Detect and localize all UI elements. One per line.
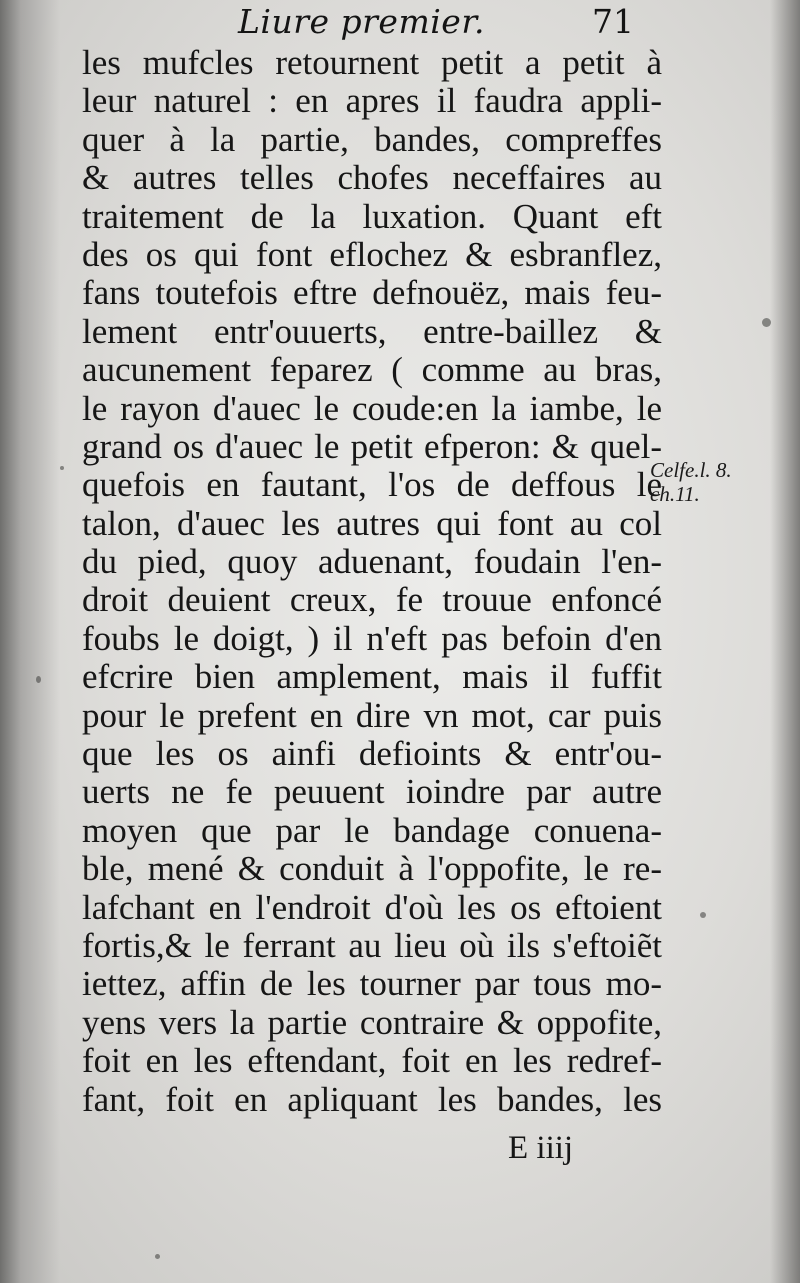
running-head	[230, 0, 650, 44]
text-line: quefois en fautant, l'os de deffous le	[82, 466, 662, 505]
text-line: iettez, affin de les tourner par tous mo-	[82, 965, 662, 1004]
margin-note-line: Celfe.l. 8.	[650, 458, 732, 482]
text-line: moyen que par le bandage conuena-	[82, 811, 662, 850]
text-line: les mufcles retournent petit a petit à	[82, 44, 662, 82]
signature-mark: E iiij	[508, 1130, 574, 1166]
paper-speck	[762, 318, 771, 327]
text-line: leur naturel : en apres il faudra appli-	[82, 82, 662, 121]
text-line: grand os d'auec le petit efperon: & quel-	[82, 427, 662, 466]
paper-speck	[60, 466, 64, 470]
text-line: foubs le doigt, ) il n'eft pas befoin d'en	[82, 619, 662, 658]
text-line: fans toutefois eftre defnouëz, mais feu-	[82, 274, 662, 313]
text-line: des os qui font eflochez & esbranflez,	[82, 235, 662, 274]
text-line: fortis,& le ferrant au lieu où ils s'eftoiẽt	[82, 926, 662, 965]
text-line: du pied, quoy aduenant, foudain l'en-	[82, 543, 662, 582]
text-line: pour le prefent en dire vn mot, car puis	[82, 696, 662, 735]
text-line: aucunement feparez ( comme au bras,	[82, 351, 662, 390]
paper-speck	[700, 912, 706, 918]
text-line: efcrire bien amplement, mais il fuffit	[82, 658, 662, 697]
text-line: traitement de la luxation. Quant eft	[82, 197, 662, 236]
page-number: 71	[592, 2, 634, 41]
text-line: yens vers la partie contraire & oppofite,	[82, 1003, 662, 1042]
paper-speck	[36, 676, 41, 683]
text-line: ble, mené & conduit à l'oppofite, le re-	[82, 850, 662, 889]
margin-note-line: ch.11.	[650, 482, 700, 506]
text-line: lafchant en l'endroit d'où les os eftoient	[82, 888, 662, 927]
binding-shadow	[0, 0, 60, 1283]
text-line: foit en les eftendant, foit en les redref-	[82, 1042, 662, 1081]
text-line: lement entr'ouuerts, entre-baillez &	[82, 312, 662, 351]
margin-note	[650, 458, 780, 506]
text-line: & autres telles chofes neceffaires au	[82, 159, 662, 198]
paper-speck	[155, 1254, 160, 1259]
text-line: uerts ne fe peuuent ioindre par autre	[82, 773, 662, 812]
body-text	[82, 44, 662, 1119]
text-line: le rayon d'auec le coude:en la iambe, le	[82, 389, 662, 428]
text-line: droit deuient creux, fe trouue enfoncé	[82, 581, 662, 620]
running-title: Liure premier.	[238, 2, 485, 41]
text-line: quer à la partie, bandes, compreffes	[82, 120, 662, 159]
text-line: fant, foit en apliquant les bandes, les	[82, 1080, 662, 1119]
page-edge-shadow	[770, 0, 800, 1283]
text-line: que les os ainfi defioints & entr'ou-	[82, 735, 662, 774]
text-line: talon, d'auec les autres qui font au col	[82, 504, 662, 543]
